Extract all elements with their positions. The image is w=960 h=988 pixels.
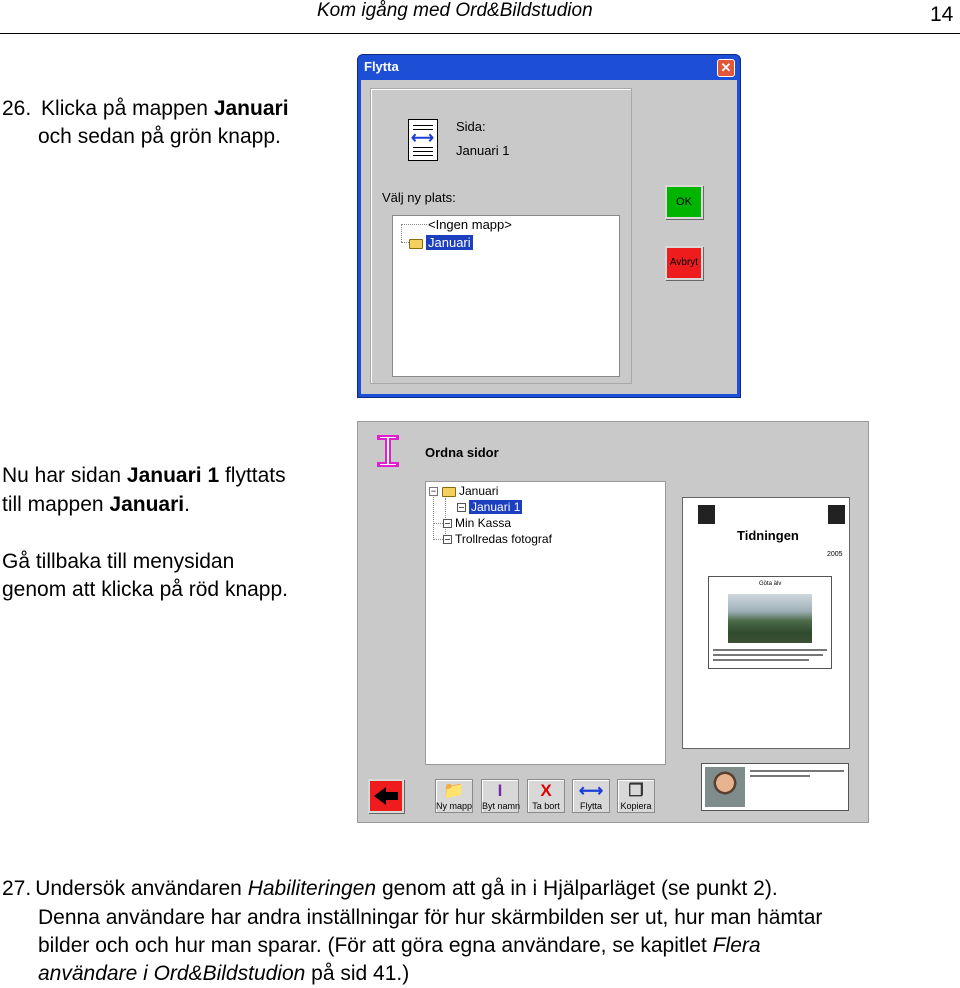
copy-icon: ❐: [628, 781, 644, 800]
move-button[interactable]: [572, 779, 610, 813]
preview-signature-card: [701, 763, 849, 811]
ok-button[interactable]: OK: [665, 185, 703, 219]
close-icon[interactable]: ✕: [717, 59, 735, 77]
folder-name: Januari: [109, 493, 185, 516]
page-preview: [682, 497, 850, 749]
delete-button[interactable]: [527, 779, 565, 813]
back-note-line-1: Gå tillbaka till menysidan: [2, 550, 235, 573]
back-note-line-2: genom att klicka på röd knapp.: [2, 578, 289, 601]
tree-page-min-kassa[interactable]: [443, 516, 511, 531]
text: på sid 41.): [305, 962, 410, 985]
text: .: [184, 493, 190, 516]
text: till mappen: [2, 493, 110, 516]
button-label: Ny mapp: [436, 801, 473, 811]
step-27-line-4: [38, 960, 409, 988]
page-icon: [443, 535, 452, 544]
page-icon: [443, 519, 452, 528]
tree-item-label: Januari 1: [471, 500, 521, 514]
preview-caption: Göta älv: [759, 581, 782, 587]
tree-item-januari[interactable]: [409, 235, 473, 251]
tree-item-label: Trollredas fotograf: [455, 532, 552, 546]
folder-icon: [409, 239, 423, 249]
page-icon: [457, 503, 466, 512]
step-27-line-1: [2, 875, 778, 903]
moved-note-line-1: [2, 462, 286, 490]
header-divider: [0, 33, 960, 34]
flytta-dialog: [357, 54, 741, 398]
text: genom att gå in i Hjälparläget (se punkt 2).: [376, 877, 778, 900]
page-number: 14: [930, 3, 954, 26]
tree-item-label: Januari: [459, 484, 499, 498]
button-label: Ta bort: [532, 801, 560, 811]
moved-note-line-2: [2, 491, 190, 519]
chapter-title: Flera: [712, 934, 761, 957]
step-26-line-2: och sedan på grön knapp.: [38, 125, 281, 148]
step-number: 27.: [2, 877, 32, 900]
collapse-icon[interactable]: −: [430, 486, 437, 496]
book-icon: [698, 505, 715, 524]
ordna-sidor-panel: [357, 421, 869, 823]
dialog-title: Flytta: [364, 59, 399, 74]
tree-page-trollredas-fotograf[interactable]: [443, 532, 552, 547]
folder-tree[interactable]: [392, 215, 620, 377]
step-number: 26.: [2, 97, 32, 120]
document-header-title: Kom igång med Ord&Bildstudion: [317, 0, 593, 21]
lock-icon: [828, 505, 845, 524]
cancel-button[interactable]: Avbryt: [665, 246, 703, 280]
folder-name: Januari: [213, 97, 289, 120]
text: bilder och och hur man sparar. (För att göra egna användare, se kapitlet: [38, 934, 713, 957]
user-name: Habiliteringen: [247, 877, 377, 900]
portrait-photo: [705, 767, 745, 807]
page-value: Januari 1: [456, 143, 510, 158]
preview-heading: Tidningen: [737, 528, 799, 543]
step-27-line-2: Denna användare har andra inställningar för hur skärmbilden ser ut, hur man hämtar: [38, 906, 823, 929]
page-name: Januari 1: [126, 464, 220, 487]
tree-item-label: Januari: [428, 235, 471, 250]
page-tree[interactable]: [425, 481, 666, 765]
dialog-body: [361, 80, 737, 394]
landscape-photo: [728, 594, 812, 643]
rename-i-icon: [376, 434, 400, 468]
preview-news-card: [708, 576, 832, 669]
choose-location-label: Välj ny plats:: [382, 190, 456, 205]
tree-folder-januari[interactable]: [442, 484, 498, 499]
rename-icon: I: [497, 781, 503, 800]
new-folder-button[interactable]: [435, 779, 473, 813]
text: Undersök användaren: [35, 877, 248, 900]
chapter-title: användare i Ord&Bildstudion: [38, 962, 306, 985]
back-arrow-icon: [370, 781, 402, 811]
step-26-line-1: [2, 95, 289, 123]
new-folder-icon: 📁: [443, 781, 465, 800]
preview-year: 2005: [827, 551, 843, 558]
tree-item-no-folder[interactable]: <Ingen mapp>: [428, 217, 512, 232]
move-icon: ⟷: [578, 781, 604, 800]
dialog-group-box: [370, 88, 632, 384]
button-label: Byt namn: [482, 801, 521, 811]
tree-item-label: Min Kassa: [455, 516, 512, 530]
move-page-icon: ⟷: [408, 119, 438, 161]
folder-icon: [442, 487, 456, 497]
tree-page-januari-1[interactable]: [457, 500, 522, 515]
step-27-line-3: [38, 932, 761, 960]
step-text: Klicka på mappen: [41, 97, 214, 120]
panel-title: Ordna sidor: [425, 445, 499, 460]
rename-button[interactable]: [481, 779, 519, 813]
text: flyttats: [219, 464, 286, 487]
text: Nu har sidan: [2, 464, 127, 487]
page-label: Sida:: [456, 119, 486, 134]
button-label: Flytta: [579, 801, 602, 811]
back-button[interactable]: [368, 779, 404, 813]
copy-button[interactable]: [617, 779, 655, 813]
delete-icon: X: [540, 781, 552, 800]
button-label: Kopiera: [620, 801, 652, 811]
